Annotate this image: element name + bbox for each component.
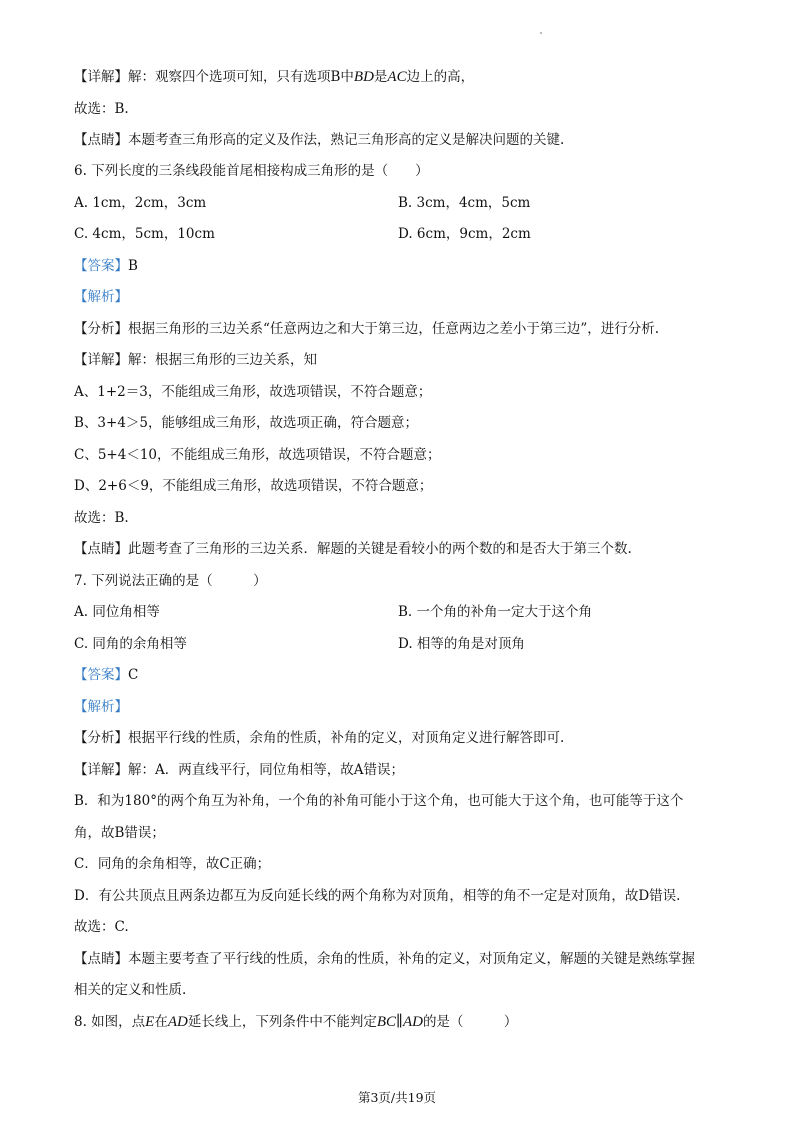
- tag-reasoning: 【分析】: [74, 730, 128, 746]
- detail-7: [74, 761, 404, 779]
- detail-line-q5: [74, 68, 474, 86]
- text: 的是（ ）: [422, 1014, 518, 1030]
- tag-comment: 【点睛】: [74, 951, 128, 967]
- select-7: 故选：C.: [74, 919, 129, 935]
- tag-answer: 【答案】: [74, 667, 128, 683]
- question-7: 7. 下列说法正确的是（ ）: [74, 573, 267, 589]
- answer-value: B: [128, 258, 138, 274]
- detail-6a: A、1+2＝3，不能组成三角形，故选项错误，不符合题意；: [74, 384, 432, 400]
- answer-value: C: [128, 667, 139, 683]
- detail-7b-line1: B．和为180°的两个角互为补角，一个角的补角可能小于这个角，也可能大于这个角，也可能等于这个: [74, 793, 684, 809]
- math-e: E: [145, 1014, 155, 1030]
- text: 延长线上，下列条件中不能判定: [187, 1014, 377, 1030]
- tag-analysis: 【解析】: [74, 289, 128, 305]
- text: 本题主要考查了平行线的性质，余角的性质，补角的定义，对顶角定义，解题的关键是熟练掌握: [128, 951, 695, 967]
- text: 根据平行线的性质，余角的性质，补角的定义，对顶角定义进行解答即可.: [128, 730, 565, 746]
- option-7c: C. 同角的余角相等: [74, 636, 187, 652]
- option-6d: D. 6cm，9cm，2cm: [398, 226, 531, 242]
- reasoning-6: [74, 320, 659, 338]
- tag-detail: 【详解】: [74, 762, 128, 778]
- detail-6d: D、2+6＜9，不能组成三角形，故选项错误，不符合题意；: [74, 478, 433, 494]
- tag-reasoning: 【分析】: [74, 321, 128, 337]
- math-ac: AC: [387, 69, 407, 85]
- detail-7c: C．同角的余角相等，故C正确；: [74, 856, 271, 872]
- text: 解：观察四个选项可知，只有选项B中: [128, 69, 354, 85]
- option-6a: A. 1cm，2cm，3cm: [74, 195, 207, 211]
- option-6b: B. 3cm，4cm，5cm: [398, 195, 531, 211]
- option-7b: B. 一个角的补角一定大于这个角: [398, 604, 593, 620]
- answer-7: [74, 666, 138, 684]
- comment-7-line1: [74, 950, 695, 968]
- scan-dot: [540, 32, 542, 34]
- text: 根据三角形的三边关系“任意两边之和大于第三边，任意两边之差小于第三边”，进行分析.: [128, 321, 660, 337]
- question-8: [74, 1013, 517, 1031]
- text: 本题考查三角形高的定义及作法，熟记三角形高的定义是解决问题的关键.: [128, 132, 565, 148]
- option-7a: A. 同位角相等: [74, 604, 160, 620]
- option-7d: D. 相等的角是对顶角: [398, 636, 525, 652]
- math-ad: AD: [167, 1014, 188, 1030]
- text: 在: [154, 1014, 168, 1030]
- tag-answer: 【答案】: [74, 258, 128, 274]
- comment-6: [74, 540, 632, 558]
- answer-6: [74, 257, 138, 275]
- tag-comment: 【点睛】: [74, 541, 128, 557]
- text: 是: [373, 69, 388, 85]
- text: 此题考查了三角形的三边关系．解题的关键是看较小的两个数的和是否大于第三个数.: [128, 541, 632, 557]
- page-footer: 第3页/共19页: [357, 1090, 437, 1105]
- select-line-q5: 故选：B.: [74, 101, 129, 117]
- tag-detail: 【详解】: [74, 352, 128, 368]
- math-bd: BD: [353, 69, 374, 85]
- tag-analysis: 【解析】: [74, 699, 128, 715]
- detail-6c: C、5+4＜10，不能组成三角形，故选项错误，不符合题意；: [74, 447, 441, 463]
- text: 解：根据三角形的三边关系，知: [128, 352, 317, 368]
- detail-6: [74, 351, 317, 369]
- detail-7d: D．有公共顶点且两条边都互为反向延长线的两个角称为对顶角，相等的角不一定是对顶角，故D错误.: [74, 888, 681, 904]
- detail-7b-line2: 角，故B错误；: [74, 825, 165, 841]
- question-6: 6. 下列长度的三条线段能首尾相接构成三角形的是（ ）: [74, 163, 429, 179]
- text: 边上的高，: [406, 69, 475, 85]
- tag-detail: 【详解】: [74, 69, 128, 85]
- reasoning-7: [74, 729, 564, 747]
- math-bc-parallel-ad: BC∥AD: [376, 1014, 423, 1030]
- comment-7-line2: 相关的定义和性质.: [74, 982, 187, 998]
- comment-line-q5: [74, 131, 564, 149]
- option-6c: C. 4cm，5cm，10cm: [74, 226, 215, 242]
- analysis-6: [74, 288, 128, 306]
- text: 8. 如图，点: [74, 1014, 146, 1030]
- analysis-7: [74, 698, 128, 716]
- text: 解：A．两直线平行，同位角相等，故A错误；: [128, 762, 404, 778]
- select-6: 故选：B.: [74, 510, 129, 526]
- tag-comment: 【点睛】: [74, 132, 128, 148]
- detail-6b: B、3+4＞5，能够组成三角形，故选项正确，符合题意；: [74, 415, 418, 431]
